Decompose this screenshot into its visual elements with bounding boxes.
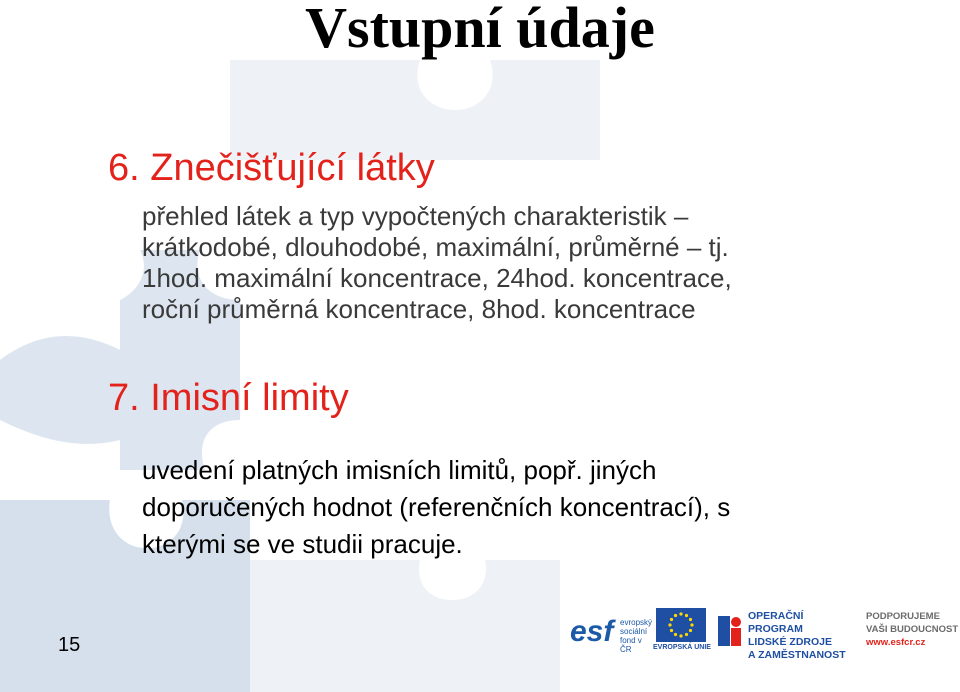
eu-caption: EVROPSKÁ UNIE — [653, 644, 711, 651]
op-line: LIDSKÉ ZDROJE — [748, 636, 833, 648]
puzzle-piece-top — [230, 60, 600, 160]
section-pollutants-text — [142, 201, 902, 325]
esf-logo-mark: esf — [570, 615, 614, 648]
op-line: A ZAMĚSTNANOST — [748, 649, 846, 661]
slide-title: Vstupní údaje — [305, 0, 655, 60]
eu-flag-icon — [656, 608, 706, 642]
text-line: doporučených hodnot (referenčních koncentrací), s — [142, 492, 731, 522]
op-line: OPERAČNÍ PROGRAM — [748, 610, 804, 635]
support-text — [866, 610, 960, 649]
slide-number: 15 — [58, 634, 81, 656]
support-line: VAŠI BUDOUCNOST — [866, 624, 959, 635]
puzzle-piece-bottom-center — [250, 560, 560, 692]
text-line: 1hod. maximální koncentrace, 24hod. koncentrace, — [142, 263, 732, 293]
op-program-text — [748, 610, 858, 662]
footer-logos — [570, 606, 960, 661]
section-heading-limits: 7. Imisní limity — [108, 377, 349, 419]
support-website: www.esfcr.cz — [866, 637, 926, 648]
text-line: kterými se ve studii pracuje. — [142, 529, 463, 559]
esf-logo-caption: evropský sociální fond v ČR — [620, 618, 653, 654]
section-limits-text — [142, 455, 902, 559]
text-line: roční průměrná koncentrace, 8hod. koncentrace — [142, 294, 696, 324]
op-people-icon — [716, 610, 744, 650]
section-heading-pollutants: 6. Znečišťující látky — [108, 147, 435, 189]
text-line: přehled látek a typ vypočtených charakteristik – — [142, 201, 689, 231]
text-line: krátkodobé, dlouhodobé, maximální, průměrné – tj. — [142, 232, 729, 262]
text-line: uvedení platných imisních limitů, popř. jiných — [142, 455, 657, 485]
support-line: PODPORUJEME — [866, 611, 940, 622]
esf-logo — [570, 610, 652, 654]
